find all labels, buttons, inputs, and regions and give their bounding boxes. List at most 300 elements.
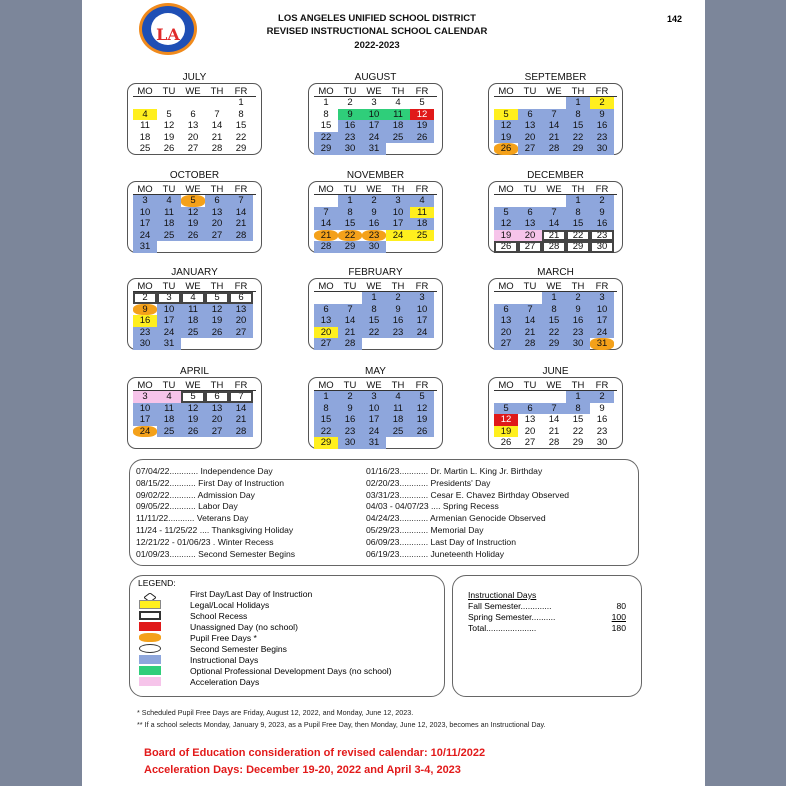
day-cell: 8 — [566, 207, 590, 219]
weekday-header — [494, 86, 617, 97]
day-cell: 20 — [518, 230, 542, 242]
weekday-label: TU — [162, 380, 176, 391]
weekday-header — [133, 380, 256, 391]
day-cell: 29 — [314, 437, 338, 449]
day-cell: 11 — [157, 403, 181, 415]
weekday-label: WE — [546, 281, 562, 292]
day-cell: 20 — [205, 414, 229, 426]
day-cell: 7 — [314, 207, 338, 219]
day-cell: 22 — [566, 132, 590, 144]
day-grid — [494, 292, 617, 350]
date-row: 04/24/23............ Armenian Genocide Observed — [366, 513, 546, 524]
weekday-header — [133, 281, 256, 292]
day-cell: 18 — [157, 218, 181, 230]
weekday-label: TU — [162, 86, 176, 97]
day-cell: 22 — [235, 131, 247, 143]
day-cell: 14 — [229, 207, 253, 219]
weekday-label: TH — [391, 86, 405, 97]
month-box — [127, 278, 262, 350]
day-cell: 15 — [566, 120, 590, 132]
fall-row — [468, 601, 626, 612]
day-cell: 24 — [362, 426, 386, 438]
weekday-label: TH — [571, 184, 585, 195]
empty-cell — [518, 97, 542, 109]
day-cell: 12 — [410, 403, 434, 415]
day-cell: 26 — [500, 437, 512, 448]
month-april — [127, 366, 262, 449]
day-cell: 12 — [181, 403, 205, 415]
day-cell: 1 — [542, 292, 566, 304]
day-cell: 23 — [386, 327, 410, 339]
day-cell: 23 — [338, 132, 362, 144]
day-cell: 28 — [229, 230, 253, 242]
month-name: MARCH — [537, 267, 574, 278]
day-cell: 13 — [494, 315, 518, 327]
day-cell: 4 — [157, 391, 181, 403]
day-cell: 11 — [386, 403, 410, 415]
day-cell: 12 — [181, 207, 205, 219]
day-cell: 26 — [410, 132, 434, 144]
month-october — [127, 170, 262, 253]
day-cell: 9 — [566, 304, 590, 316]
dates-right-column — [366, 466, 569, 560]
weekday-label: WE — [366, 281, 382, 292]
day-cell: 15 — [362, 315, 386, 327]
acceleration-days-note: Acceleration Days: December 19-20, 2022 and April 3-4, 2023 — [144, 764, 461, 776]
day-cell: 21 — [338, 327, 362, 339]
month-box — [308, 181, 443, 253]
day-cell: 28 — [314, 241, 338, 253]
day-cell: 13 — [187, 120, 199, 131]
day-cell: 3 — [386, 195, 410, 207]
empty-cell — [338, 292, 362, 304]
day-cell: 15 — [542, 315, 566, 327]
day-cell: 19 — [181, 218, 205, 230]
day-cell: 20 — [229, 315, 253, 327]
month-july — [127, 72, 262, 155]
day-cell: 10 — [133, 403, 157, 415]
weekday-label: FR — [234, 281, 248, 292]
day-cell: 24 — [133, 230, 157, 242]
day-cell: 22 — [362, 327, 386, 339]
day-cell: 8 — [338, 207, 362, 219]
day-cell: 5 — [205, 292, 229, 304]
legend-optional-pd: Optional Professional Development Days (no school) — [190, 666, 392, 676]
month-february — [308, 267, 443, 350]
day-cell: 9 — [590, 109, 614, 121]
unassigned-swatch — [139, 622, 161, 631]
day-cell: 29 — [235, 143, 247, 154]
day-cell: 19 — [410, 120, 434, 132]
day-cell: 14 — [542, 120, 566, 132]
day-cell: 21 — [542, 132, 566, 144]
day-grid — [133, 195, 256, 253]
day-cell: 20 — [524, 425, 536, 437]
day-cell: 30 — [590, 143, 614, 155]
day-cell: 8 — [566, 403, 590, 415]
date-row: 09/05/22........... Labor Day — [136, 501, 238, 512]
weekday-header — [314, 86, 437, 97]
empty-cell — [542, 195, 566, 207]
weekday-header — [314, 380, 437, 391]
weekday-label: TU — [343, 380, 357, 391]
day-cell: 27 — [518, 241, 542, 253]
day-cell: 15 — [572, 414, 584, 425]
day-cell: 16 — [590, 120, 614, 132]
day-cell: 29 — [572, 437, 584, 448]
day-cell: 28 — [211, 143, 223, 154]
day-cell: 10 — [362, 109, 386, 121]
calendar-sheet — [82, 0, 705, 786]
day-cell: 24 — [157, 327, 181, 339]
day-cell: 12 — [494, 218, 518, 230]
day-cell: 23 — [338, 426, 362, 438]
day-cell: 6 — [229, 292, 253, 304]
day-cell: 2 — [386, 292, 410, 304]
day-cell: 28 — [229, 426, 253, 438]
day-cell: 7 — [542, 109, 566, 121]
day-cell: 18 — [139, 131, 151, 143]
day-cell: 9 — [338, 109, 362, 121]
day-cell: 30 — [596, 437, 608, 448]
day-cell: 30 — [338, 143, 362, 155]
month-name: AUGUST — [354, 72, 397, 83]
day-cell: 20 — [518, 132, 542, 144]
day-cell: 6 — [190, 108, 196, 120]
day-cell: 22 — [572, 425, 584, 437]
day-cell: 14 — [542, 218, 566, 230]
legend-acceleration: Acceleration Days — [190, 677, 260, 687]
day-cell: 5 — [166, 108, 172, 120]
day-cell: 3 — [410, 292, 434, 304]
weekday-label: MO — [137, 184, 153, 195]
day-cell: 3 — [157, 292, 181, 304]
weekday-label: WE — [185, 184, 201, 195]
month-june — [488, 366, 623, 449]
day-cell: 28 — [548, 437, 560, 448]
day-cell: 31 — [362, 143, 386, 155]
weekday-label: MO — [318, 86, 334, 97]
day-cell: 27 — [205, 230, 229, 242]
day-cell: 19 — [181, 414, 205, 426]
day-cell: 21 — [548, 425, 560, 437]
month-september — [488, 72, 623, 155]
weekday-header — [494, 184, 617, 195]
day-cell: 26 — [181, 426, 205, 438]
weekday-label: WE — [546, 380, 562, 391]
day-cell: 28 — [542, 241, 566, 253]
day-grid — [314, 292, 437, 350]
day-cell: 26 — [410, 426, 434, 438]
month-name: OCTOBER — [169, 170, 220, 181]
day-cell: 19 — [163, 131, 175, 143]
day-cell: 14 — [548, 414, 560, 425]
month-box — [308, 278, 443, 350]
legend-semester: Second Semester Begins — [190, 644, 287, 654]
day-cell: 5 — [494, 403, 518, 415]
weekday-label: FR — [415, 281, 429, 292]
weekday-header — [494, 380, 617, 391]
weekday-label: MO — [137, 281, 153, 292]
month-name: SEPTEMBER — [524, 72, 587, 83]
day-cell: 7 — [214, 108, 220, 120]
weekday-label: TH — [210, 184, 224, 195]
day-cell: 1 — [323, 97, 329, 108]
day-cell: 3 — [133, 195, 157, 207]
day-cell: 17 — [133, 414, 157, 426]
day-cell: 31 — [362, 437, 386, 449]
day-cell: 3 — [590, 292, 614, 304]
day-cell: 29 — [566, 241, 590, 253]
weekday-label: MO — [137, 380, 153, 391]
empty-cell — [542, 391, 566, 403]
date-row: 06/19/23............ Juneteenth Holiday — [366, 548, 505, 559]
day-cell: 25 — [181, 327, 205, 339]
day-cell: 24 — [362, 132, 386, 144]
day-cell: 8 — [323, 108, 329, 120]
weekday-label: TU — [343, 281, 357, 292]
day-cell: 14 — [518, 315, 542, 327]
weekday-label: FR — [415, 380, 429, 391]
day-cell: 4 — [157, 195, 181, 207]
day-cell: 9 — [590, 403, 614, 415]
day-cell: 27 — [314, 338, 338, 350]
month-name: DECEMBER — [527, 170, 584, 181]
weekday-label: TU — [162, 281, 176, 292]
day-cell: 11 — [157, 207, 181, 219]
weekday-label: FR — [595, 86, 609, 97]
weekday-header — [494, 281, 617, 292]
day-cell: 2 — [590, 391, 614, 403]
weekday-header — [133, 184, 256, 195]
day-cell: 2 — [590, 97, 614, 109]
month-november — [308, 170, 443, 253]
month-name: MAY — [365, 366, 386, 377]
day-cell: 29 — [338, 241, 362, 253]
date-row: 01/16/23............ Dr. Martin L. King Jr. Birthday — [366, 466, 543, 476]
instructional-days-title: Instructional Days — [468, 590, 537, 600]
day-cell: 2 — [566, 292, 590, 304]
empty-cell — [494, 195, 518, 207]
day-cell: 16 — [338, 120, 362, 132]
total-label: Total..................... — [468, 623, 537, 633]
spring-row — [468, 612, 626, 623]
day-cell: 7 — [518, 304, 542, 316]
day-cell: 22 — [338, 230, 362, 242]
day-cell: 7 — [229, 195, 253, 207]
day-cell: 1 — [566, 195, 590, 207]
day-cell: 1 — [338, 195, 362, 207]
calendar-title: REVISED INSTRUCTIONAL SCHOOL CALENDAR — [266, 26, 488, 37]
day-cell: 27 — [494, 338, 518, 350]
weekday-label: TH — [210, 281, 224, 292]
day-cell: 7 — [542, 207, 566, 219]
district-title: LOS ANGELES UNIFIED SCHOOL DISTRICT — [278, 13, 476, 24]
day-grid — [314, 391, 437, 449]
footnote-2: ** If a school selects Monday, January 9, 2023, as a Pupil Free Day, then Monday, June 12, 2023, becomes an Instructional Day. — [137, 720, 546, 729]
day-cell: 29 — [314, 143, 338, 155]
month-name: JULY — [182, 72, 207, 83]
legend-box — [129, 575, 445, 697]
day-cell: 12 — [494, 414, 518, 426]
date-row: 08/15/22........... First Day of Instruction — [136, 477, 285, 488]
date-row: 12/21/22 - 01/06/23 . Winter Recess — [136, 536, 274, 547]
day-cell: 11 — [140, 120, 150, 131]
day-cell: 10 — [410, 304, 434, 316]
day-cell: 25 — [157, 230, 181, 242]
day-cell: 21 — [211, 131, 223, 143]
date-row: 01/09/23........... Second Semester Begins — [136, 548, 296, 559]
date-row: 11/24 - 11/25/22 .... Thanksgiving Holiday — [136, 524, 294, 535]
day-cell: 10 — [157, 304, 181, 316]
day-cell: 17 — [410, 315, 434, 327]
day-cell: 9 — [590, 207, 614, 219]
day-cell: 30 — [133, 338, 157, 350]
day-cell: 28 — [518, 338, 542, 350]
day-cell: 26 — [181, 230, 205, 242]
diamond-icon — [144, 589, 156, 598]
day-cell: 21 — [229, 414, 253, 426]
day-cell: 16 — [133, 315, 157, 327]
weekday-label: TH — [210, 380, 224, 391]
weekday-label: WE — [366, 86, 382, 97]
day-cell: 23 — [362, 230, 386, 242]
day-cell: 13 — [205, 403, 229, 415]
empty-cell — [157, 97, 181, 109]
day-cell: 20 — [187, 131, 199, 143]
optional-pd-swatch — [139, 666, 161, 675]
weekday-label: TU — [343, 184, 357, 195]
day-cell: 7 — [229, 391, 253, 403]
day-cell: 12 — [205, 304, 229, 316]
weekday-label: FR — [415, 184, 429, 195]
day-cell: 13 — [518, 120, 542, 132]
spring-value: 100 — [611, 612, 626, 622]
day-cell: 14 — [229, 403, 253, 415]
day-cell: 16 — [338, 414, 362, 426]
day-cell: 18 — [410, 218, 434, 230]
day-cell: 17 — [362, 120, 386, 132]
day-cell: 6 — [494, 304, 518, 316]
day-cell: 13 — [229, 304, 253, 316]
day-cell: 25 — [386, 426, 410, 438]
day-cell: 27 — [518, 143, 542, 155]
day-cell: 21 — [314, 230, 338, 242]
day-grid — [494, 195, 617, 253]
day-cell: 24 — [590, 327, 614, 339]
day-cell: 15 — [314, 414, 338, 426]
day-cell: 24 — [410, 327, 434, 339]
pupil-free-swatch — [139, 633, 161, 642]
weekday-header — [133, 86, 256, 97]
month-name: JANUARY — [171, 267, 218, 278]
day-cell: 22 — [566, 230, 590, 242]
day-cell: 17 — [386, 218, 410, 230]
day-cell: 4 — [133, 109, 157, 121]
legend-unassigned: Unassigned Day (no school) — [190, 622, 298, 632]
weekday-label: FR — [415, 86, 429, 97]
day-cell: 9 — [386, 304, 410, 316]
day-cell: 24 — [133, 426, 157, 438]
day-cell: 17 — [133, 218, 157, 230]
empty-cell — [518, 391, 542, 403]
day-cell: 30 — [590, 241, 614, 253]
day-cell: 17 — [590, 315, 614, 327]
month-box — [127, 181, 262, 253]
day-cell: 29 — [542, 338, 566, 350]
day-cell: 27 — [187, 143, 199, 154]
date-row: 11/11/22........... Veterans Day — [136, 513, 249, 524]
day-grid — [314, 195, 437, 253]
weekday-label: MO — [498, 184, 514, 195]
day-cell: 15 — [338, 218, 362, 230]
day-grid — [494, 391, 617, 449]
day-cell: 23 — [590, 132, 614, 144]
day-cell: 1 — [238, 97, 244, 108]
day-cell: 10 — [133, 207, 157, 219]
month-name: JUNE — [542, 366, 569, 377]
day-cell: 1 — [314, 391, 338, 403]
day-cell: 27 — [205, 426, 229, 438]
school-year: 2022-2023 — [354, 40, 400, 51]
weekday-label: WE — [366, 184, 382, 195]
day-cell: 10 — [362, 403, 386, 415]
day-cell: 22 — [542, 327, 566, 339]
month-august — [308, 72, 443, 155]
day-grid — [133, 292, 256, 350]
day-cell: 15 — [235, 120, 247, 131]
empty-cell — [133, 97, 157, 109]
day-cell: 23 — [566, 327, 590, 339]
day-cell: 13 — [314, 315, 338, 327]
day-cell: 9 — [362, 207, 386, 219]
day-cell: 26 — [163, 143, 175, 154]
day-cell: 14 — [211, 120, 223, 131]
date-row: 06/09/23............ Last Day of Instruction — [366, 536, 516, 547]
day-cell: 4 — [410, 195, 434, 207]
day-cell: 28 — [338, 338, 362, 350]
weekday-label: TU — [343, 86, 357, 97]
weekday-label: MO — [318, 281, 334, 292]
empty-cell — [205, 97, 229, 109]
day-cell: 5 — [419, 97, 425, 108]
day-grid — [133, 391, 256, 437]
holiday-swatch — [139, 600, 161, 609]
empty-cell — [494, 292, 518, 304]
weekday-label: FR — [595, 281, 609, 292]
day-cell: 7 — [338, 304, 362, 316]
weekday-label: WE — [366, 380, 382, 391]
weekday-label: TU — [523, 380, 537, 391]
month-box — [488, 377, 623, 449]
day-grid — [314, 97, 437, 155]
weekday-label: TU — [523, 86, 537, 97]
day-cell: 16 — [362, 218, 386, 230]
instructional-swatch — [139, 655, 161, 664]
logo-inner — [151, 13, 185, 45]
day-cell: 28 — [542, 143, 566, 155]
day-cell: 8 — [238, 108, 244, 120]
weekday-label: WE — [185, 86, 201, 97]
month-march — [488, 267, 623, 350]
acceleration-swatch — [139, 677, 161, 686]
day-cell: 16 — [386, 315, 410, 327]
month-box — [488, 83, 623, 155]
semester-oval-icon — [139, 644, 161, 653]
weekday-label: TH — [391, 281, 405, 292]
day-cell: 5 — [410, 391, 434, 403]
day-cell: 3 — [362, 391, 386, 403]
